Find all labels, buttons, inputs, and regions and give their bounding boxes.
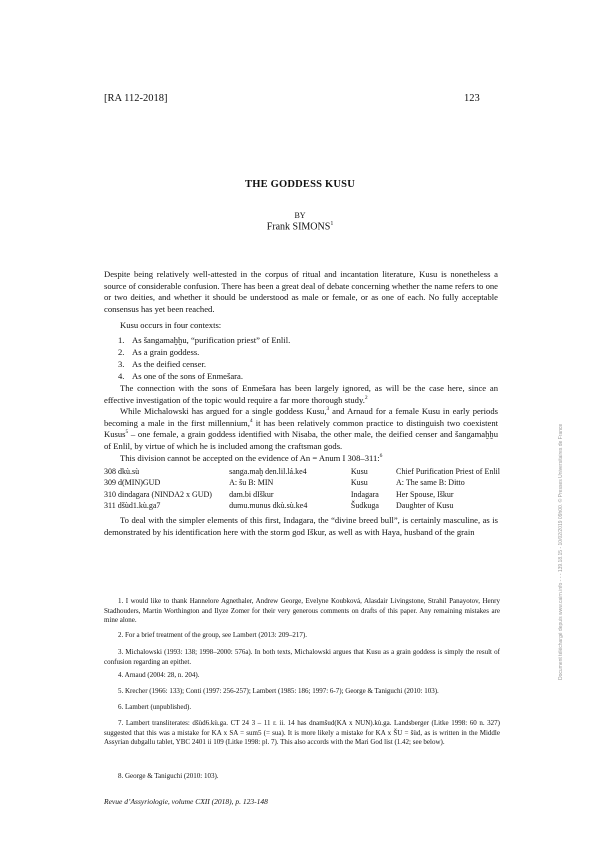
lexical-list-table: [104, 467, 500, 513]
footnote: 4. Arnaud (2004: 28, n. 204).: [118, 671, 200, 679]
table-cell: 308 dkù.sù: [104, 467, 140, 476]
list-item-text: As one of the sons of Enmešara.: [132, 371, 243, 381]
list-item: [118, 370, 290, 382]
footnote: 8. George & Taniguchi (2010: 103).: [118, 772, 219, 780]
paragraph-indagara: To deal with the simpler elements of this first, Indagara, the “divine breed bull”, is certainly masculine, as is demonstrated by his identification here with the storm god Iškur, as well as with Haya, husband of the grain: [104, 515, 498, 537]
table-row: [104, 490, 500, 501]
download-watermark: [558, 320, 570, 680]
table-cell: Chief Purification Priest of Enlil: [396, 467, 500, 476]
footnote: 7. Lambert transliterates: dšùd6.kù.ga. CT 24 3 – 11 r. ii. 14 has dnamšud(KA x NUN).kù.ga. Landsberger (Litke 1998: 60 n. 327) suggested that this was a mistake for KA x SA = sum5 (= sua). It is more likely a mistake for KA x ŠU = šùd, as is written in the Middle Assyrian dubgallu tablet, YBC 2401 ii 109 (Litke 1998: pl. 7). This also accords with the Mari God list (1.42; see below).: [104, 719, 500, 747]
paragraph-text: it has been relatively common practice to distinguish two coexistent Kusus: [104, 417, 498, 440]
footnote: 3. Michalowski (1993: 138; 1998–2000: 576a). In both texts, Michalowski argues that Kusu as a grain goddess is simply the result of confusion regarding an epithet.: [104, 648, 500, 666]
author-line: [0, 221, 600, 232]
author-name: Frank SIMONS: [266, 221, 331, 233]
list-item-number: 4.: [118, 371, 125, 381]
list-item-number: 2.: [118, 347, 125, 357]
table-cell: Daughter of Kusu: [396, 501, 454, 511]
byline: BY: [294, 211, 306, 220]
paragraph-contexts-lead: Kusu occurs in four contexts:: [120, 320, 222, 330]
table-cell: 309 d(MIN)GUD: [104, 478, 161, 488]
author-footnote-mark[interactable]: 1: [330, 221, 334, 227]
list-item-text: As a grain goddess.: [132, 347, 200, 357]
table-cell: 310 dindagara (NINDA2 x GUD): [104, 489, 212, 499]
table-cell: A: The same B: Ditto: [396, 478, 465, 488]
watermark-text: Document téléchargé depuis www.cairn.info - - - 139.18.15 - 10/02/2019 09h00. © Presses Universitaires de France: [558, 423, 564, 680]
table-cell: sanga.maḫ den.lil.lá.ke4: [229, 467, 307, 476]
paragraph-text: The connection with the sons of Enmešara has been largely ignored, as will be the case here, since an effective investigation of the topic would require a far more thorough study.: [104, 383, 498, 405]
table-row: [104, 478, 500, 489]
table-cell: dumu.munus dkù.sù.ke4: [229, 501, 308, 511]
footnote: 5. Krecher (1966: 133); Conti (1997: 256-257); Lambert (1985: 186; 1997: 6-7); George & Taniguchi (2010: 103).: [118, 687, 439, 695]
table-row: [104, 467, 500, 478]
table-cell: Šudkuga: [350, 501, 379, 511]
table-row: [104, 501, 500, 512]
footnote: 1. I would like to thank Hannelore Agnethaler, Andrew George, Evelyne Koubková, Alasdair Livingstone, Strahil Panayotov, Henry Stadhouders, Martin Worthington and Ilyze Zomer for their very generous comments on drafts of this paper. Any remaining mistakes are mine alone.: [104, 597, 500, 625]
table-cell: A: šu B: MIN: [229, 478, 274, 488]
paragraph-scholarship: [104, 406, 498, 452]
table-cell: Indagara: [350, 489, 379, 499]
page-number: 123: [464, 93, 480, 104]
table-cell: Kusu: [350, 467, 368, 476]
footnote: 2. For a brief treatment of the group, see Lambert (2013: 209–217).: [118, 631, 307, 639]
table-cell: Her Spouse, Iškur: [396, 489, 454, 499]
footnote-ref[interactable]: 3: [326, 406, 330, 413]
journal-citation: Revue d’Assyriologie, volume CXII (2018), p. 123-148: [104, 797, 268, 806]
paragraph-text: – one female, a grain goddess identified with Nisaba, the other male, the deified censer and šangamaḫḫu of Enlil, by virtue of which he is included among the craftsman gods.: [104, 429, 498, 451]
list-item-text: As šangamaḫḫu, “purification priest” of Enlil.: [132, 335, 291, 345]
paragraph-division: [120, 453, 498, 465]
footnote-ref[interactable]: 6: [379, 453, 383, 460]
footnote-ref[interactable]: 4: [249, 417, 253, 424]
article-title: THE GODDESS KUSU: [245, 179, 355, 190]
footnote: 6. Lambert (unpublished).: [118, 703, 192, 711]
table-cell: dam.bi dIškur: [229, 489, 274, 499]
list-item: [118, 346, 290, 358]
list-item-number: 1.: [118, 335, 125, 345]
paragraph-enmesara: [104, 383, 498, 406]
footnote-ref[interactable]: 2: [364, 394, 368, 401]
list-item: [118, 334, 290, 346]
paragraph-text: This division cannot be accepted on the evidence of An = Anum I 308–311:: [120, 453, 380, 463]
list-item-number: 3.: [118, 359, 125, 369]
table-cell: Kusu: [350, 478, 368, 488]
list-item: [118, 358, 290, 370]
paragraph-text: While Michalowski has argued for a single goddess Kusu,: [120, 406, 327, 416]
running-header-left: [RA 112-2018]: [104, 93, 168, 104]
paragraph-text: and Arnaud for a female Kusu in early periods becoming a male in the first millennium,: [104, 406, 498, 428]
footnote-ref[interactable]: 5: [125, 429, 129, 436]
table-cell: 311 dšùd1.kù.ga7: [104, 501, 161, 511]
paragraph-intro: Despite being relatively well-attested in the corpus of ritual and incantation literature, Kusu is nonetheless a source of considerable confusion. There has been a great deal of debate concerning whether the name refers to one or two deities, and whether it should be understood as male or female, or as one of each. No fully acceptable consensus has yet been reached.: [104, 269, 498, 314]
list-item-text: As the deified censer.: [132, 359, 206, 369]
contexts-list: [118, 334, 290, 382]
